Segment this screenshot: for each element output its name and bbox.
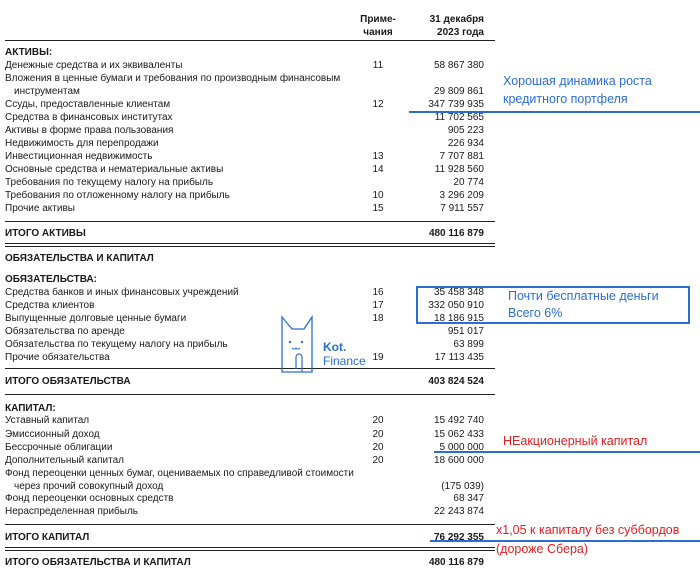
row-note: 16 — [372, 287, 384, 298]
table-row — [0, 72, 494, 85]
row-value: 403 824 524 — [428, 376, 484, 387]
table-row — [0, 150, 494, 163]
date-header-line2: 2023 года — [437, 27, 484, 38]
row-label: ОБЯЗАТЕЛЬСТВА И КАПИТАЛ — [5, 253, 154, 264]
row-label: ИТОГО ОБЯЗАТЕЛЬСТВА — [5, 376, 131, 387]
annotation-funding-line1: Почти бесплатные деньги — [508, 289, 659, 303]
row-value: 7 707 881 — [439, 151, 484, 162]
row-value: 58 867 380 — [433, 60, 484, 71]
row-value: 480 116 879 — [428, 228, 484, 239]
row-note: 13 — [372, 151, 384, 162]
table-row — [0, 467, 494, 480]
row-value: (175 039) — [441, 481, 484, 492]
table-row — [0, 202, 494, 215]
row-label: Нераспределенная прибыль — [5, 506, 139, 517]
row-label: Эмиссионный доход — [5, 429, 100, 440]
annotation-capital-line1: х1,05 к капиталу без суббордов — [496, 523, 680, 537]
row-label: Фонд переоценки ценных бумаг, оцениваемых по справедливой стоимости — [5, 468, 354, 479]
divider — [5, 394, 495, 395]
total-row — [0, 531, 494, 544]
row-label: Средства банков и иных финансовых учреждений — [5, 287, 239, 298]
row-value: 20 774 — [453, 177, 484, 188]
row-label: Средства в финансовых институтах — [5, 112, 173, 123]
row-note: 20 — [372, 455, 384, 466]
row-value: 15 062 433 — [433, 429, 484, 440]
table-row — [0, 189, 494, 202]
section-title — [0, 252, 494, 265]
notes-header-line1: Приме- — [360, 14, 396, 25]
annotation-underline — [434, 451, 700, 453]
date-column-header — [420, 13, 484, 39]
row-value: 951 017 — [447, 326, 484, 337]
row-note: 15 — [372, 203, 384, 214]
table-row — [0, 492, 494, 505]
row-value: 11 702 565 — [434, 112, 484, 123]
row-value: 18 186 915 — [433, 313, 484, 324]
divider — [5, 368, 495, 369]
row-label: ИТОГО ОБЯЗАТЕЛЬСТВА И КАПИТАЛ — [5, 557, 191, 568]
annotation-underline — [409, 111, 700, 113]
row-value: 15 492 740 — [433, 415, 484, 426]
row-label: Дополнительный капитал — [5, 455, 124, 466]
row-value: 68 347 — [453, 493, 484, 504]
notes-column-header — [355, 13, 401, 39]
table-row — [0, 59, 494, 72]
row-label: Требования по текущему налогу на прибыль — [5, 177, 214, 188]
row-label: Прочие обязательства — [5, 352, 110, 363]
row-label: Уставный капитал — [5, 415, 90, 426]
row-note: 18 — [372, 313, 384, 324]
section-title — [0, 273, 494, 286]
row-value: 18 600 000 — [433, 455, 484, 466]
row-value: 480 116 879 — [428, 557, 484, 568]
watermark-line2: Finance — [323, 354, 366, 368]
row-value: 17 113 435 — [434, 352, 484, 363]
cat-icon — [280, 315, 320, 375]
annotation-loans-line2: кредитного портфеля — [503, 92, 628, 106]
total-row — [0, 227, 494, 240]
row-label: АКТИВЫ: — [5, 47, 53, 58]
row-label: Активы в форме права пользования — [5, 125, 174, 136]
row-label: Основные средства и нематериальные активы — [5, 164, 224, 175]
row-label: Фонд переоценки основных средств — [5, 493, 174, 504]
row-note: 17 — [372, 300, 384, 311]
table-row — [0, 137, 494, 150]
row-label: Средства клиентов — [5, 300, 95, 311]
row-label: Выпущенные долговые ценные бумаги — [5, 313, 187, 324]
table-row — [0, 85, 494, 98]
table-row — [0, 505, 494, 518]
row-value: 347 739 935 — [428, 99, 484, 110]
annotation-loans-line1: Хорошая динамика роста — [503, 74, 652, 88]
divider — [5, 524, 495, 525]
double-divider — [5, 547, 495, 551]
row-label: через прочий совокупный доход — [14, 481, 164, 492]
row-label: ИТОГО КАПИТАЛ — [5, 532, 90, 543]
row-value: 332 050 910 — [428, 300, 484, 311]
row-label: инструментам — [14, 86, 80, 97]
row-value: 5 000 000 — [439, 442, 484, 453]
row-note: 10 — [372, 190, 384, 201]
annotation-capital-line2: (дороже Сбера) — [496, 542, 589, 556]
annotation-funding-line2: Всего 6% — [508, 306, 563, 320]
row-label: ИТОГО АКТИВЫ — [5, 228, 86, 239]
double-divider — [5, 243, 495, 247]
row-value: 29 809 861 — [433, 86, 484, 97]
row-value: 3 296 209 — [439, 190, 484, 201]
row-note: 11 — [372, 60, 384, 71]
row-value: 35 458 348 — [433, 287, 484, 298]
row-label: Вложения в ценные бумаги и требования по производным финансовым — [5, 73, 341, 84]
section-title — [0, 46, 494, 59]
table-row — [0, 163, 494, 176]
notes-header-line2: чания — [363, 27, 393, 38]
row-label: Денежные средства и их эквиваленты — [5, 60, 183, 71]
row-note: 20 — [372, 442, 384, 453]
divider — [5, 221, 495, 222]
row-note: 19 — [372, 352, 384, 363]
row-value: 11 928 560 — [434, 164, 484, 175]
table-row — [0, 124, 494, 137]
row-value: 7 911 557 — [440, 203, 484, 214]
kot-finance-logo — [280, 315, 320, 375]
table-row — [0, 98, 494, 111]
row-label: Прочие активы — [5, 203, 75, 214]
row-label: Бессрочные облигации — [5, 442, 113, 453]
row-label: ОБЯЗАТЕЛЬСТВА: — [5, 274, 97, 285]
row-value: 226 934 — [447, 138, 484, 149]
table-row — [0, 441, 494, 454]
row-label: Инвестиционная недвижимость — [5, 151, 153, 162]
divider — [5, 40, 495, 41]
row-label: Ссуды, предоставленные клиентам — [5, 99, 171, 110]
watermark-line1: Kot. — [323, 340, 347, 354]
row-label: Обязательства по аренде — [5, 326, 125, 337]
row-value: 76 292 355 — [433, 532, 484, 543]
watermark-text — [323, 340, 366, 368]
row-label: Требования по отложенному налогу на прибыль — [5, 190, 230, 201]
total-row — [0, 375, 494, 388]
row-note: 12 — [372, 99, 384, 110]
row-note: 20 — [372, 429, 384, 440]
row-note: 14 — [372, 164, 384, 175]
table-row — [0, 454, 494, 467]
row-label: Недвижимость для перепродажи — [5, 138, 159, 149]
row-value: 63 899 — [453, 339, 484, 350]
table-row — [0, 338, 494, 351]
annotation-perpetual: НЕакционерный капитал — [503, 434, 648, 448]
row-note: 20 — [372, 415, 384, 426]
row-value: 905 223 — [447, 125, 484, 136]
row-label: Обязательства по текущему налогу на прибыль — [5, 339, 228, 350]
row-label: КАПИТАЛ: — [5, 403, 56, 414]
table-row — [0, 176, 494, 189]
table-row — [0, 325, 494, 338]
table-row — [0, 351, 494, 364]
row-value: 22 243 874 — [433, 506, 484, 517]
table-row — [0, 414, 494, 427]
grand-total-row — [0, 556, 494, 569]
date-header-line1: 31 декабря — [429, 14, 484, 25]
table-row — [0, 428, 494, 441]
